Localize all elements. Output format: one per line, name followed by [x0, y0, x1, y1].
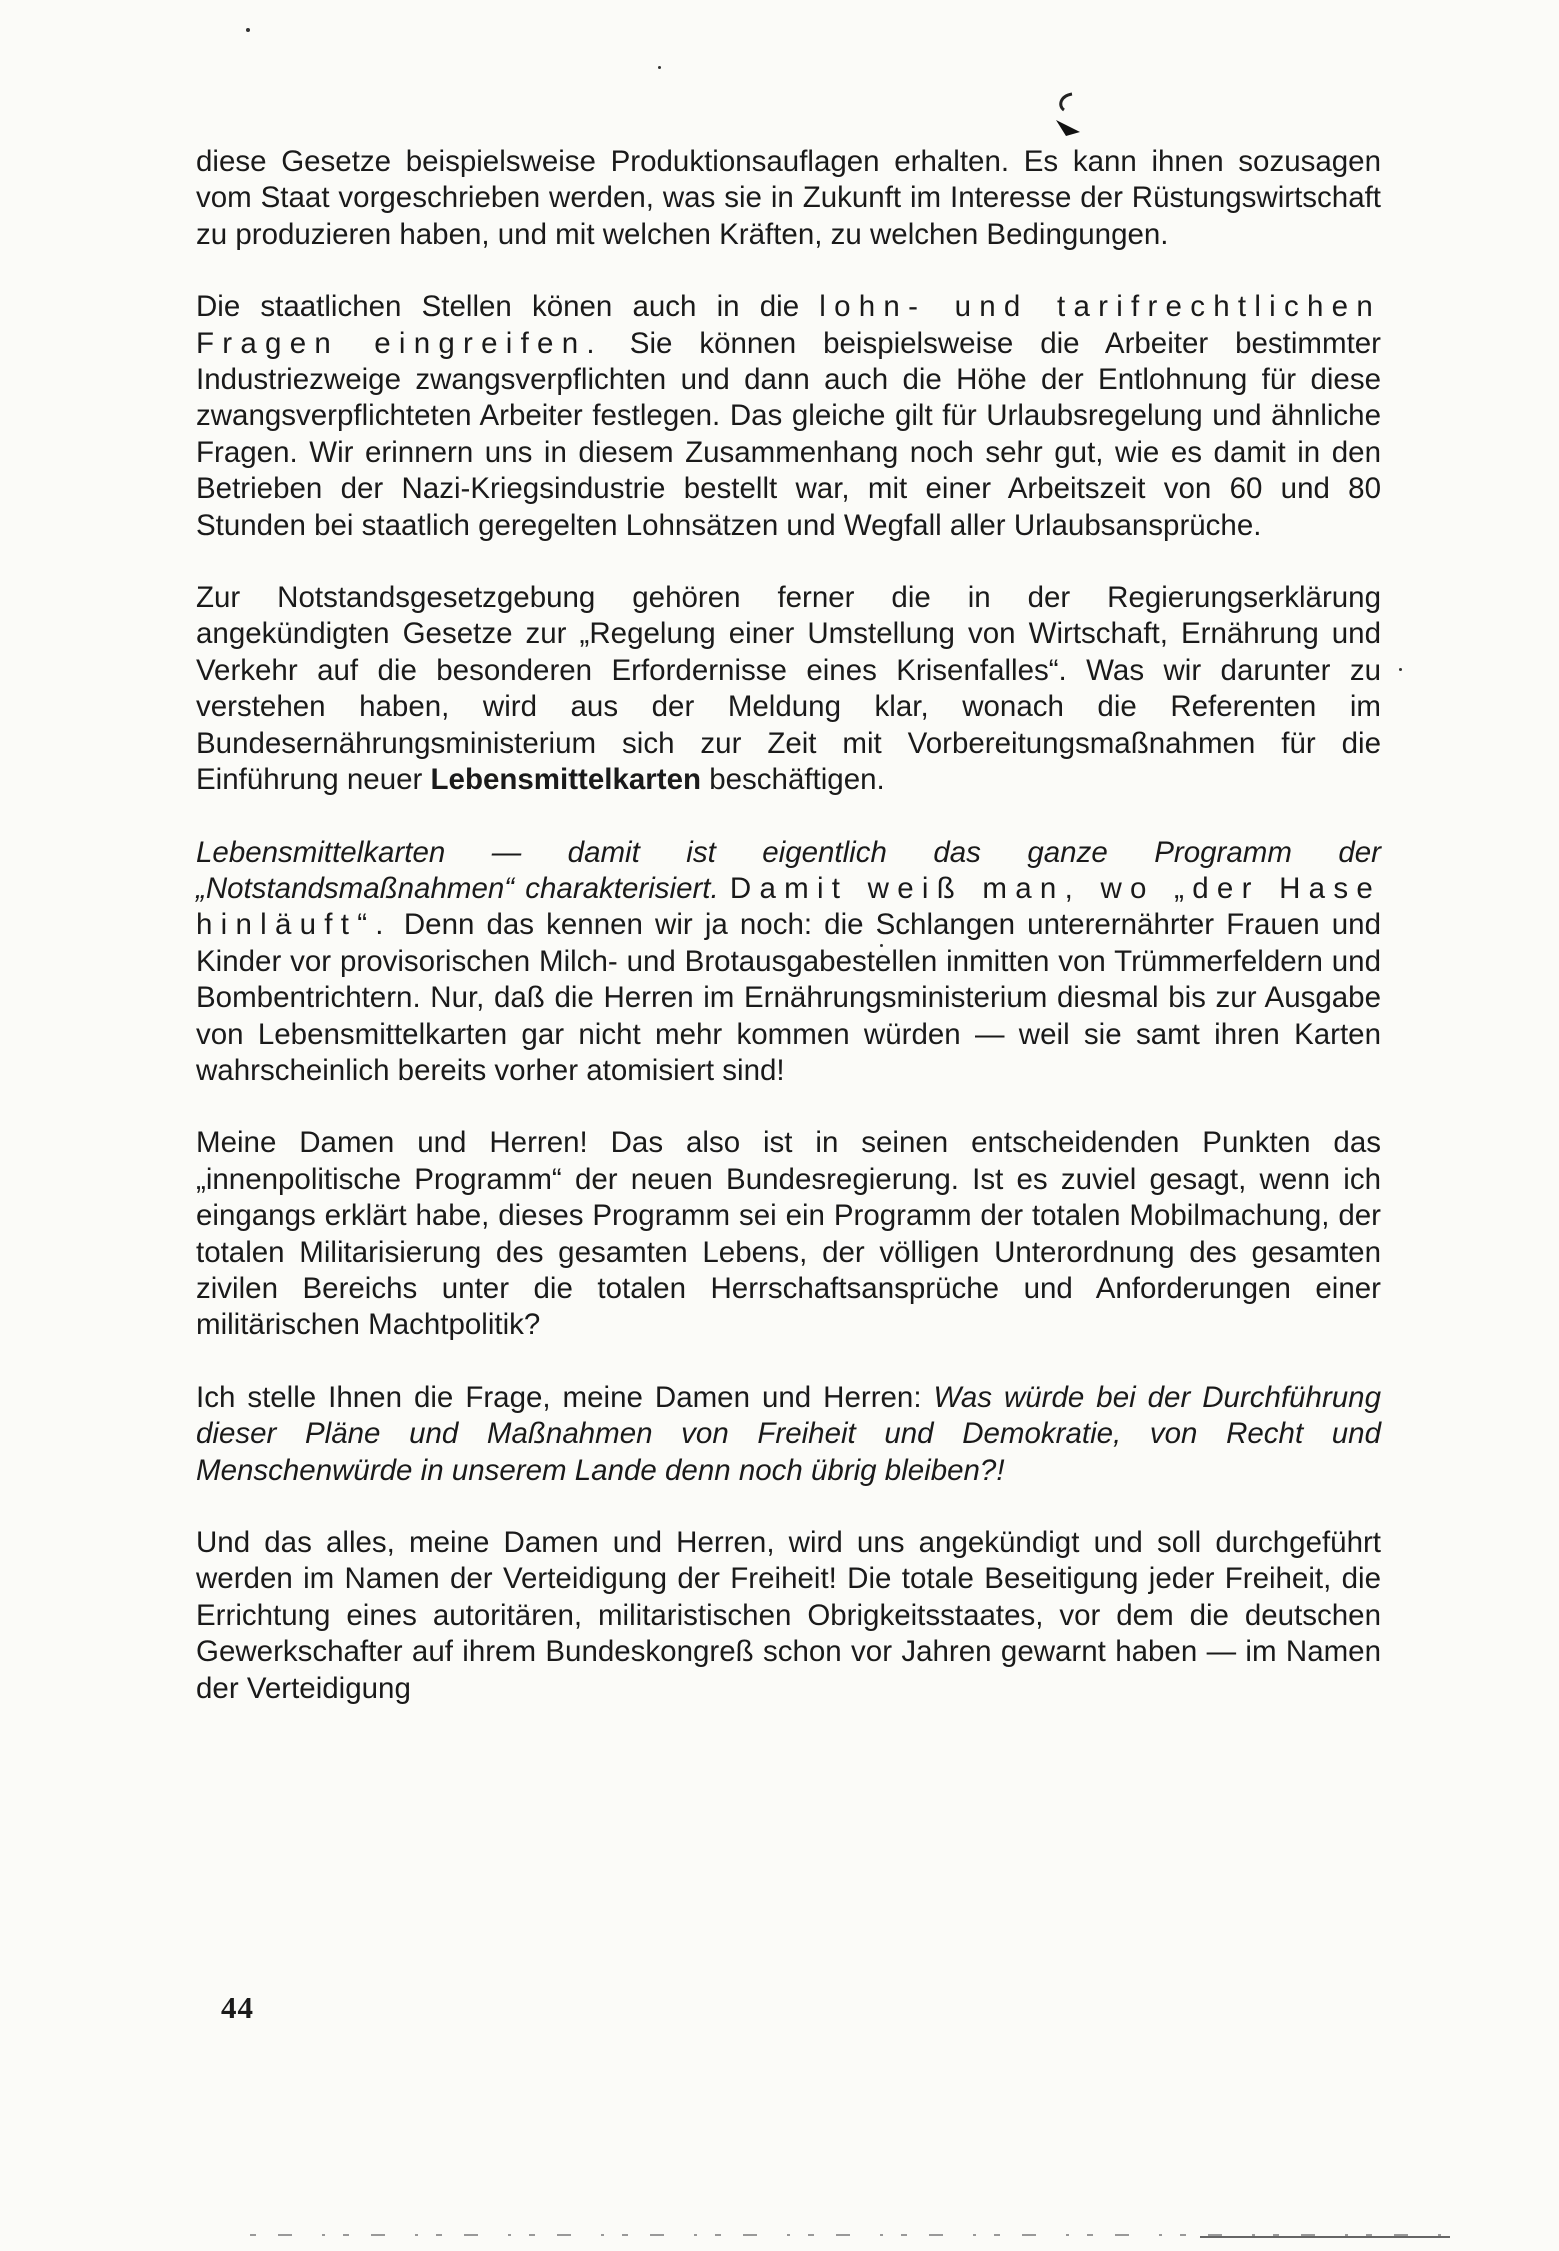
scan-speck [658, 66, 661, 69]
spaced-text-run: Damit weiß man, wo „der Hase hinläuft“. [196, 871, 1381, 942]
printer-mark-icon [1048, 90, 1088, 152]
text-run: Zur Notstandsgesetzgebung gehören ferner die in der Regierungserklärung angekündigten Gesetze zur „Regelung einer Umstellung von Wirtschaft, Ernährung und Verkehr auf die besonderen Erfordernisse eines Krisenfalles“. Was wir darunter zu verstehen haben, wird aus der Meldung klar, wonach die Referenten im Bundesernährungsministerium sich zur Zeit mit Vorbereitungsmaßnahmen für die Einführung neuer [196, 581, 1381, 797]
paragraph [196, 1525, 1381, 1707]
italic-text-run: Was würde bei der Durchführung dieser Pläne und Maßnahmen von Freiheit und Demokratie, von Recht und Menschenwürde in unserem Lande denn noch übrig bleiben?! [196, 1380, 1381, 1487]
text-run: Sie können beispielsweise die Arbeiter bestimmter Industriezweige zwangsverpflichten und dann auch die Höhe der Entlohnung für diese zwangsverpflichteten Arbeiter festlegen. Das gleiche gilt für Urlaubsregelung und ähnliche Fragen. Wir erinnern uns in diesem Zusammenhang noch sehr gut, wie es damit in den Betrieben der Nazi-Kriegsindustrie bestellt war, mit einer Arbeitszeit von 60 und 80 Stunden bei staatlich geregelten Lohnsätzen und Wegfall aller Urlaubsansprüche. [196, 326, 1382, 542]
text-run: beschäftigen. [701, 763, 885, 797]
scan-speck [1399, 668, 1402, 671]
paragraph [196, 144, 1381, 253]
page-number: 44 [221, 1990, 254, 2025]
text-run [719, 872, 730, 905]
text-run: Meine Damen und Herren! Das also ist in seinen entscheidenden Punkten das „innenpolitische Programm“ der neuen Bundesregierung. Ist es zuviel gesagt, wenn ich eingangs erklärt habe, dieses Programm sei ein Programm der totalen Mobilmachung, der totalen Militarisierung des gesamten Lebens, der völligen Unterordnung des gesamten zivilen Bereichs unter die totalen Herrschaftsansprüche und Anforderungen einer militärischen Machtpolitik? [196, 1126, 1381, 1342]
body-text-column [196, 144, 1381, 1707]
text-run: Denn das kennen wir ja noch: die Schlangen unterernährter Frauen und Kinder vor provisorischen Milch- und Brotausgabestellen inmitten von Trümmerfeldern und Bombentrichtern. Nur, daß die Herren im Ernährungsministerium diesmal bis zur Ausgabe von Lebensmittelkarten gar nicht mehr kommen würden — weil sie samt ihren Karten wahrscheinlich bereits vorher atomisiert sind! [196, 908, 1381, 1087]
text-run: Und das alles, meine Damen und Herren, wird uns angekündigt und soll durchgeführt werden im Namen der Verteidigung der Freiheit! Die totale Beseitigung jeder Freiheit, die Errichtung eines autoritären, militaristischen Obrigkeitsstaates, vor dem die deutschen Gewerkschafter auf ihrem Bundeskongreß schon vor Jahren gewarnt haben — im Namen der Verteidigung [196, 1526, 1381, 1705]
paragraph [196, 289, 1381, 544]
paragraph [196, 580, 1381, 798]
text-run: diese Gesetze beispielsweise Produktionsauflagen erhalten. Es kann ihnen sozusagen vom Staat vorgeschrieben werden, was sie in Zukunft im Interesse der Rüstungswirtschaft zu produzieren haben, und mit welchen Kräften, zu welchen Bedingungen. [196, 145, 1381, 251]
paragraph [196, 835, 1381, 1090]
paragraph [196, 1380, 1381, 1489]
bold-text-run: Lebensmittelkarten [430, 763, 702, 797]
scan-edge-noise [250, 2228, 1450, 2240]
text-run: Die staatlichen Stellen könen auch in die [196, 290, 820, 324]
scan-speck [246, 28, 250, 32]
paragraph [196, 1125, 1381, 1343]
text-run: Ich stelle Ihnen die Frage, meine Damen und Herren: [196, 1380, 934, 1414]
italic-text-run: Lebensmittelkarten — damit ist eigentlich das ganze Programm der „Notstandsmaßnahmen“ charakterisiert. [196, 835, 1381, 905]
spaced-text-run: lohn- und tarifrechtlichen Fragen eingreifen. [196, 290, 1381, 360]
